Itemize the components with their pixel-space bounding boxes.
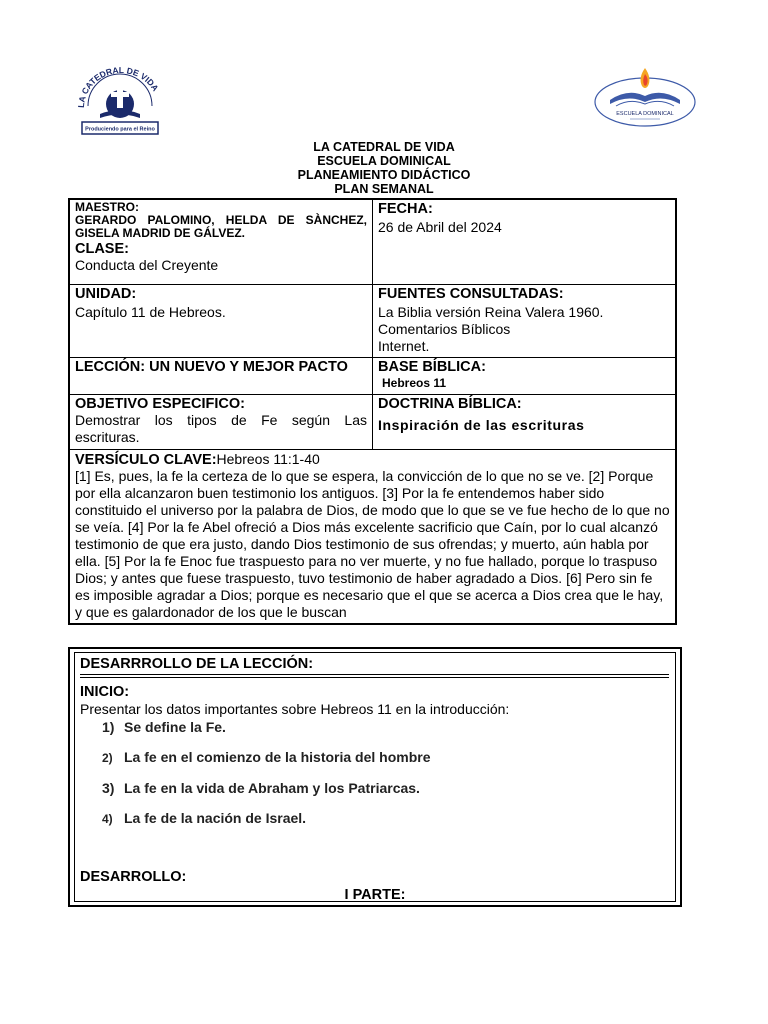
list-item-text: Se define la Fe. — [124, 719, 226, 735]
versiculo-label: VERSÍCULO CLAVE: — [75, 451, 217, 468]
leccion-label: LECCIÓN: UN NUEVO Y MEJOR PACTO — [75, 358, 348, 375]
fuentes-label: FUENTES CONSULTADAS: — [378, 285, 564, 302]
list-item-number: 2) — [102, 751, 113, 765]
title-underline-2 — [80, 677, 669, 678]
maestro-label: MAESTRO: — [75, 200, 139, 214]
objetivo-label: OBJETIVO ESPECIFICO: — [75, 395, 245, 412]
right-logo-text: ESCUELA DOMINICAL — [616, 111, 674, 117]
versiculo-cell — [69, 449, 676, 624]
fuentes-item-3: Internet. — [378, 337, 430, 354]
title-underline — [80, 674, 669, 675]
desarrollo-title: DESARRROLLO DE LA LECCIÓN: — [80, 656, 314, 672]
versiculo-text: [1] Es, pues, la fe la certeza de lo que se espera, la convicción de lo que no se ve. [2] Porque por ella alcanzaron buen testimonio los antiguos. [3] Por la fe entendemos haber sido constituido el universo por la palabra de Dios, de modo que lo que se ve fue hecho de lo que no se veía. [4] Por la fe Abel ofreció a Dios más excelente sacrificio que Caín, por lo cual alcanzó testimonio de que era justo, dando Dios testimonio de sus ofrendas; y muerto, aún habla por ella. [5] Por la fe Enoc fue traspuesto para no ver muerte, y no fue hallado, porque lo traspuso Dios; y antes que fuese traspuesto, tuvo testimonio de haber agradado a Dios. [6] Pero sin fe es imposible agradar a Dios; porque es necesario que el que se acerca a Dios crea que le hay, y que es galardonador de los que le buscan — [75, 467, 670, 620]
catedral-de-vida-logo — [78, 66, 162, 136]
unidad-label: UNIDAD: — [75, 285, 137, 302]
list-item-number: 1) — [102, 719, 115, 735]
fecha-label: FECHA: — [378, 201, 433, 217]
desarrollo-section — [68, 647, 682, 907]
versiculo-ref: Hebreos 11:1-40 — [216, 450, 320, 467]
clase-value: Conducta del Creyente — [75, 257, 219, 273]
leccion-cell — [69, 357, 373, 394]
base-label: BASE BÍBLICA: — [378, 358, 486, 375]
fecha-cell — [373, 199, 677, 284]
fuentes-cell — [373, 284, 677, 357]
clase-label: CLASE: — [75, 241, 129, 257]
objetivo-value: Demostrar los tipos de Fe según Las escrituras. — [75, 411, 367, 445]
list-item-number: 3) — [102, 780, 115, 796]
list-item — [102, 780, 420, 796]
unidad-cell — [69, 284, 373, 357]
left-logo-motto: Produciendo para el Reino — [85, 126, 155, 133]
list-item-number: 4) — [102, 812, 113, 826]
maestro-cell — [69, 199, 373, 284]
svg-text:LA CATEDRAL DE VIDA: CATEDRAL DE VIDA — [79, 66, 161, 96]
desarrollo-label: DESARROLLO: — [80, 869, 187, 885]
base-cell — [373, 357, 677, 394]
inicio-label: INICIO: — [80, 684, 130, 700]
objetivo-cell — [69, 394, 373, 449]
list-item — [102, 719, 226, 735]
doctrina-cell — [373, 394, 677, 449]
list-item-text: La fe de la nación de Israel. — [124, 810, 307, 826]
list-item — [102, 749, 431, 765]
doctrina-value: Inspiración de las escrituras — [378, 416, 585, 433]
list-item-text: La fe en el comienzo de la historia del hombre — [124, 749, 431, 765]
maestro-value: GERARDO PALOMINO, HELDA DE SÀNCHEZ, GISELA MADRID DE GÁLVEZ. — [75, 213, 367, 240]
doctrina-label: DOCTRINA BÍBLICA: — [378, 395, 522, 412]
header-line-1: LA CATEDRAL DE VIDA — [313, 140, 455, 154]
escuela-dominical-logo — [592, 62, 698, 132]
header-line-4: PLAN SEMANAL — [334, 182, 434, 196]
unidad-value: Capítulo 11 de Hebreos. — [75, 303, 226, 320]
parte-label: I PARTE: — [344, 887, 406, 903]
header-line-2: ESCUELA DOMINICAL — [317, 154, 451, 168]
inicio-text: Presentar los datos importantes sobre Hebreos 11 en la introducción: — [80, 701, 510, 717]
list-item — [102, 810, 306, 826]
list-item-text: La fe en la vida de Abraham y los Patriarcas. — [124, 780, 420, 796]
fuentes-item-2: Comentarios Bíblicos — [378, 320, 511, 337]
fecha-value: 26 de Abril del 2024 — [378, 219, 502, 235]
fuentes-item-1: La Biblia versión Reina Valera 1960. — [378, 303, 604, 320]
base-value: Hebreos 11 — [382, 375, 447, 390]
plan-table — [68, 198, 677, 625]
header-line-3: PLANEAMIENTO DIDÁCTICO — [297, 168, 471, 182]
